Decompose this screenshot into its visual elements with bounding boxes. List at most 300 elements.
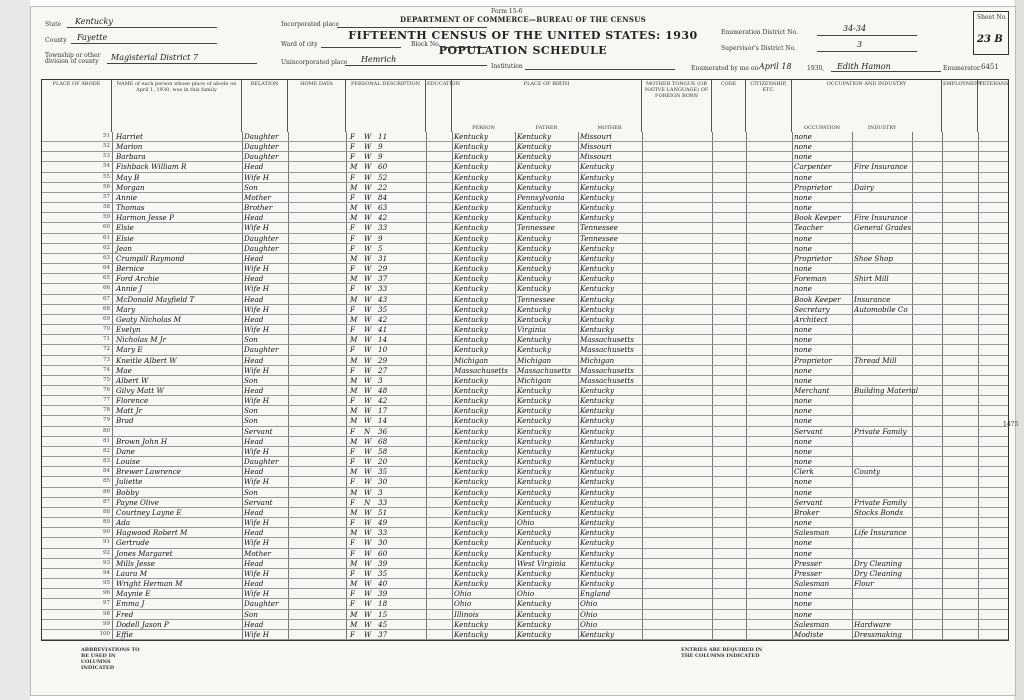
row-number: 59	[103, 214, 110, 221]
person-name: Harriet	[116, 132, 143, 141]
person-name: Juliette	[116, 477, 143, 487]
industry	[854, 315, 912, 325]
industry	[854, 193, 912, 203]
relation: Brother	[244, 203, 273, 213]
race: W	[364, 355, 372, 365]
age: 43	[378, 294, 388, 304]
row-number: 86	[103, 488, 110, 495]
state-label: State	[45, 21, 62, 28]
schedule-title: POPULATION SCHEDULE	[438, 44, 608, 57]
birthplace-person: Kentucky	[454, 416, 489, 426]
person-name: Mary E	[116, 345, 143, 355]
age: 9	[378, 142, 383, 152]
birthplace-person: Kentucky	[454, 203, 489, 213]
birthplace-mother: Ohio	[580, 619, 598, 629]
industry: Dry Cleaning	[854, 558, 903, 568]
table-row	[42, 427, 1008, 437]
age: 42	[378, 314, 388, 324]
birthplace-father: Kentucky	[517, 162, 552, 172]
occupation: Clerk	[794, 467, 814, 477]
industry	[854, 335, 912, 345]
enumerator-name: Edith Hamon	[837, 62, 891, 71]
birthplace-person: Kentucky	[454, 477, 489, 487]
industry: General Grades	[854, 223, 912, 233]
industry: Automobile Co	[854, 304, 908, 314]
birthplace-mother: Kentucky	[580, 213, 615, 223]
age: 63	[378, 203, 388, 213]
industry: Shirt Mill	[854, 274, 889, 284]
relation: Daughter	[244, 142, 279, 152]
birthplace-father: West Virginia	[517, 558, 566, 568]
birthplace-person: Kentucky	[454, 579, 489, 589]
birthplace-person: Massachusetts	[454, 365, 508, 375]
unincorporated-value: Hemrich	[361, 55, 397, 64]
table-row	[42, 599, 1008, 609]
age: 22	[378, 182, 388, 192]
industry	[854, 366, 912, 376]
row-number: 80	[103, 427, 110, 434]
birthplace-mother: Kentucky	[580, 457, 615, 467]
table-row	[42, 305, 1008, 315]
relation: Son	[244, 609, 258, 619]
birthplace-father: Ohio	[517, 589, 535, 599]
occupation: none	[794, 518, 812, 528]
age: 84	[378, 192, 388, 202]
birthplace-father: Kentucky	[517, 487, 552, 497]
industry: Private Family	[854, 426, 907, 436]
table-row	[42, 386, 1008, 396]
race: W	[364, 253, 372, 263]
row-number: 71	[103, 336, 110, 343]
person-name: Maynie E	[116, 589, 151, 599]
occupation: Modiste	[794, 629, 824, 639]
occupation: Secretary	[794, 304, 830, 314]
table-row	[42, 366, 1008, 376]
race: W	[364, 487, 372, 497]
person-name: Annie J	[116, 284, 143, 294]
sex: F	[350, 548, 355, 558]
birthplace-mother: Kentucky	[580, 538, 615, 548]
county-label: County	[45, 37, 67, 44]
birthplace-person: Kentucky	[454, 233, 489, 243]
column-header-place: PLACE OF ABODE	[42, 80, 112, 132]
enumerated-date: April 18	[759, 62, 792, 71]
industry	[854, 447, 912, 457]
relation: Wife H	[244, 264, 270, 274]
row-number: 53	[103, 153, 110, 160]
relation: Head	[244, 274, 264, 284]
relation: Mother	[244, 548, 271, 558]
sex: M	[350, 579, 358, 589]
race: W	[364, 223, 372, 233]
relation: Wife H	[244, 396, 270, 406]
birthplace-father: Kentucky	[517, 233, 552, 243]
relation: Daughter	[244, 243, 279, 253]
occupation: none	[794, 548, 812, 558]
relation: Head	[244, 528, 264, 538]
relation: Daughter	[244, 233, 279, 243]
occupation: Book Keeper	[794, 294, 841, 304]
birthplace-father: Kentucky	[517, 396, 552, 406]
birthplace-person: Kentucky	[454, 264, 489, 274]
occupation: none	[794, 264, 812, 274]
supervisor-district-label: Supervisor's District No.	[721, 45, 797, 52]
person-name: Marion	[116, 142, 143, 152]
birthplace-mother: Kentucky	[580, 284, 615, 294]
row-number: 52	[103, 143, 110, 150]
occupation: none	[794, 599, 812, 609]
relation: Wife H	[244, 325, 270, 335]
person-name: Louise	[116, 457, 140, 467]
birthplace-mother: Kentucky	[580, 416, 615, 426]
birthplace-mother: Kentucky	[580, 192, 615, 202]
row-number: 98	[103, 610, 110, 617]
race: W	[364, 243, 372, 253]
column-header-veterans: VETERANS	[979, 81, 1009, 87]
person-name: Crumpill Raymond	[116, 253, 185, 263]
relation: Wife H	[244, 223, 270, 233]
occupation: Presser	[794, 558, 822, 568]
birthplace-person: Kentucky	[454, 375, 489, 385]
birthplace-father: Kentucky	[517, 467, 552, 477]
race: W	[364, 518, 372, 528]
race: W	[364, 619, 372, 629]
census-title: FIFTEENTH CENSUS OF THE UNITED STATES: 1930	[348, 29, 698, 42]
table-row	[42, 589, 1008, 599]
sex: F	[350, 568, 355, 578]
table-row	[42, 193, 1008, 203]
industry: Private Family	[854, 497, 907, 507]
person-name: Harmon Jesse P	[116, 213, 174, 223]
birthplace-person: Kentucky	[454, 162, 489, 172]
race: W	[364, 528, 372, 538]
row-number: 91	[103, 539, 110, 546]
birthplace-mother: Kentucky	[580, 629, 615, 639]
birthplace-father: Kentucky	[517, 579, 552, 589]
row-number: 90	[103, 529, 110, 536]
table-row	[42, 579, 1008, 589]
margin-stamp: 1475	[1003, 421, 1019, 428]
industry: Flour	[854, 579, 874, 589]
birthplace-father: Kentucky	[517, 304, 552, 314]
birthplace-person: Kentucky	[454, 436, 489, 446]
row-number: 61	[103, 234, 110, 241]
birthplace-person: Kentucky	[454, 528, 489, 538]
relation: Wife H	[244, 568, 270, 578]
enumeration-district-value: 34-34	[843, 24, 867, 33]
person-name: May B	[116, 172, 140, 182]
birthplace-person: Ohio	[454, 589, 472, 599]
subhead-occupation: OCCUPATION	[804, 125, 840, 131]
row-number: 64	[103, 265, 110, 272]
industry: Thread Mill	[854, 355, 897, 365]
race: W	[364, 446, 372, 456]
relation: Wife H	[244, 538, 270, 548]
age: 14	[378, 335, 388, 345]
relation: Wife H	[244, 629, 270, 639]
age: 27	[378, 365, 388, 375]
race: W	[364, 386, 372, 395]
person-name: Geaty Nicholas M	[116, 314, 181, 324]
age: 52	[378, 172, 388, 182]
birthplace-father: Kentucky	[517, 436, 552, 446]
row-number: 51	[103, 133, 110, 139]
industry	[854, 152, 912, 162]
birthplace-father: Kentucky	[517, 446, 552, 456]
race: W	[364, 162, 372, 172]
table-row	[42, 183, 1008, 193]
row-number: 96	[103, 590, 110, 597]
birthplace-person: Kentucky	[454, 568, 489, 578]
side-stamp: 6451	[981, 63, 999, 71]
birthplace-person: Kentucky	[454, 345, 489, 355]
birthplace-person: Kentucky	[454, 172, 489, 182]
birthplace-father: Kentucky	[517, 203, 552, 213]
sex: M	[350, 416, 358, 426]
occupation: none	[794, 284, 812, 294]
race: W	[364, 142, 372, 152]
birthplace-father: Kentucky	[517, 284, 552, 294]
relation: Son	[244, 182, 258, 192]
industry	[854, 599, 912, 609]
row-number: 85	[103, 478, 110, 485]
relation: Head	[244, 558, 264, 568]
birthplace-person: Kentucky	[454, 304, 489, 314]
birthplace-person: Kentucky	[454, 132, 489, 141]
birthplace-person: Kentucky	[454, 467, 489, 477]
birthplace-father: Kentucky	[517, 568, 552, 578]
row-number: 69	[103, 315, 110, 322]
occupation: none	[794, 609, 812, 619]
birthplace-father: Virginia	[517, 325, 546, 335]
birthplace-father: Kentucky	[517, 457, 552, 467]
sex: F	[350, 284, 355, 294]
subhead-industry: INDUSTRY	[867, 125, 897, 131]
row-number: 89	[103, 519, 110, 526]
birthplace-person: Kentucky	[454, 548, 489, 558]
race: W	[364, 568, 372, 578]
birthplace-father: Kentucky	[517, 609, 552, 619]
person-name: Evelyn	[116, 325, 141, 335]
race: W	[364, 192, 372, 202]
birthplace-mother: Kentucky	[580, 436, 615, 446]
row-number: 60	[103, 224, 110, 231]
person-name: Albert W	[116, 375, 149, 385]
row-number: 75	[103, 376, 110, 383]
relation: Wife H	[244, 589, 270, 599]
birthplace-mother: Kentucky	[580, 243, 615, 253]
relation: Wife H	[244, 446, 270, 456]
person-name: Gertrude	[116, 538, 150, 548]
row-number: 67	[103, 295, 110, 302]
industry	[854, 376, 912, 386]
birthplace-mother: Kentucky	[580, 203, 615, 213]
sex: M	[350, 253, 358, 263]
table-row	[42, 203, 1008, 213]
age: 15	[378, 609, 388, 619]
table-row	[42, 234, 1008, 244]
industry	[854, 416, 912, 426]
sheet-number-box	[973, 11, 1009, 55]
race: W	[364, 609, 372, 619]
person-name: Morgan	[116, 182, 145, 192]
sex: M	[350, 213, 358, 223]
person-name: Brad	[116, 416, 134, 426]
race: N	[364, 426, 371, 436]
birthplace-father: Kentucky	[517, 507, 552, 517]
occupation: none	[794, 142, 812, 152]
age: 18	[378, 599, 388, 609]
relation: Daughter	[244, 457, 279, 467]
race: W	[364, 579, 372, 589]
industry	[854, 477, 912, 487]
age: 10	[378, 345, 388, 355]
age: 36	[378, 426, 388, 436]
birthplace-mother: England	[580, 589, 611, 599]
block-label: Block No.	[411, 41, 441, 48]
age: 30	[378, 477, 388, 487]
race: W	[364, 304, 372, 314]
birthplace-person: Kentucky	[454, 497, 489, 507]
age: 35	[378, 304, 388, 314]
occupation: Book Keeper	[794, 213, 841, 223]
age: 39	[378, 589, 388, 599]
sex: M	[350, 467, 358, 477]
industry	[854, 488, 912, 498]
relation: Head	[244, 213, 264, 223]
row-number: 55	[103, 173, 110, 180]
birthplace-mother: Ohio	[580, 609, 598, 619]
birthplace-father: Kentucky	[517, 335, 552, 345]
row-number: 78	[103, 407, 110, 414]
person-name: Bernice	[116, 264, 145, 274]
birthplace-father: Kentucky	[517, 619, 552, 629]
birthplace-mother: Kentucky	[580, 182, 615, 192]
institution-label: Institution	[491, 63, 523, 70]
birthplace-person: Kentucky	[454, 253, 489, 263]
sex: M	[350, 528, 358, 538]
township-label: Township or other division of county	[45, 52, 101, 65]
relation: Wife H	[244, 304, 270, 314]
birthplace-mother: Kentucky	[580, 487, 615, 497]
race: W	[364, 203, 372, 213]
unincorporated-label: Unincorporated place	[281, 59, 348, 66]
race: W	[364, 477, 372, 487]
sex: M	[350, 406, 358, 416]
sex: M	[350, 436, 358, 446]
industry: Life Insurance	[854, 528, 907, 538]
occupation: none	[794, 477, 812, 487]
table-row	[42, 396, 1008, 406]
occupation: Teacher	[794, 223, 824, 233]
row-number: 73	[103, 356, 110, 363]
person-name: Effie	[116, 629, 133, 639]
age: 37	[378, 274, 388, 284]
race: W	[364, 345, 372, 355]
table-row	[42, 223, 1008, 233]
birthplace-mother: Massachusetts	[580, 375, 634, 385]
birthplace-mother: Missouri	[580, 132, 612, 141]
person-name: Fred	[116, 609, 134, 619]
birthplace-father: Kentucky	[517, 406, 552, 416]
row-number: 88	[103, 508, 110, 515]
table-row	[42, 630, 1008, 640]
table-row	[42, 132, 1008, 142]
table-row	[42, 325, 1008, 335]
person-name: Courtney Layne E	[116, 507, 182, 517]
table-row	[42, 356, 1008, 366]
birthplace-mother: Kentucky	[580, 386, 615, 395]
sex: F	[350, 192, 355, 202]
industry: Fire Insurance	[854, 162, 908, 172]
relation: Daughter	[244, 152, 279, 162]
row-number: 87	[103, 498, 110, 505]
sex: M	[350, 294, 358, 304]
relation: Daughter	[244, 132, 279, 141]
row-number: 57	[103, 193, 110, 200]
industry: Building Material	[854, 386, 919, 395]
birthplace-father: Kentucky	[517, 152, 552, 162]
birthplace-father: Kentucky	[517, 243, 552, 253]
row-number: 99	[103, 620, 110, 627]
occupation: none	[794, 325, 812, 335]
birthplace-mother: Massachusetts	[580, 345, 634, 355]
sex: M	[350, 619, 358, 629]
birthplace-person: Kentucky	[454, 629, 489, 639]
industry: County	[854, 467, 881, 477]
relation: Son	[244, 375, 258, 385]
age: 49	[378, 518, 388, 528]
race: W	[364, 599, 372, 609]
birthplace-mother: Kentucky	[580, 568, 615, 578]
sex: M	[350, 274, 358, 284]
birthplace-mother: Kentucky	[580, 172, 615, 182]
column-header-employment: EMPLOYMENT	[942, 80, 978, 132]
birthplace-mother: Kentucky	[580, 497, 615, 507]
relation: Head	[244, 436, 264, 446]
row-number: 58	[103, 204, 110, 211]
birthplace-mother: Kentucky	[580, 467, 615, 477]
birthplace-father: Kentucky	[517, 528, 552, 538]
table-row	[42, 538, 1008, 548]
birthplace-person: Kentucky	[454, 446, 489, 456]
birthplace-person: Kentucky	[454, 487, 489, 497]
relation: Wife H	[244, 284, 270, 294]
race: W	[364, 325, 372, 335]
relation: Servant	[244, 426, 273, 436]
sex: M	[350, 182, 358, 192]
industry	[854, 244, 912, 254]
birthplace-father: Kentucky	[517, 599, 552, 609]
row-number: 68	[103, 305, 110, 312]
birthplace-person: Kentucky	[454, 213, 489, 223]
census-sheet	[30, 6, 1019, 696]
occupation: none	[794, 457, 812, 467]
race: W	[364, 507, 372, 517]
occupation: none	[794, 446, 812, 456]
birthplace-father: Kentucky	[517, 386, 552, 395]
enumeration-district-label: Enumeration District No.	[721, 29, 798, 36]
occupation: Proprietor	[794, 253, 832, 263]
sheet-label: Sheet No.	[977, 14, 1008, 21]
age: 68	[378, 436, 388, 446]
birthplace-father: Kentucky	[517, 477, 552, 487]
birthplace-father: Tennessee	[517, 223, 555, 233]
table-row	[42, 162, 1008, 172]
birthplace-mother: Tennessee	[580, 223, 618, 233]
person-name: Thomas	[116, 203, 145, 213]
person-name: Brown John H	[116, 436, 168, 446]
